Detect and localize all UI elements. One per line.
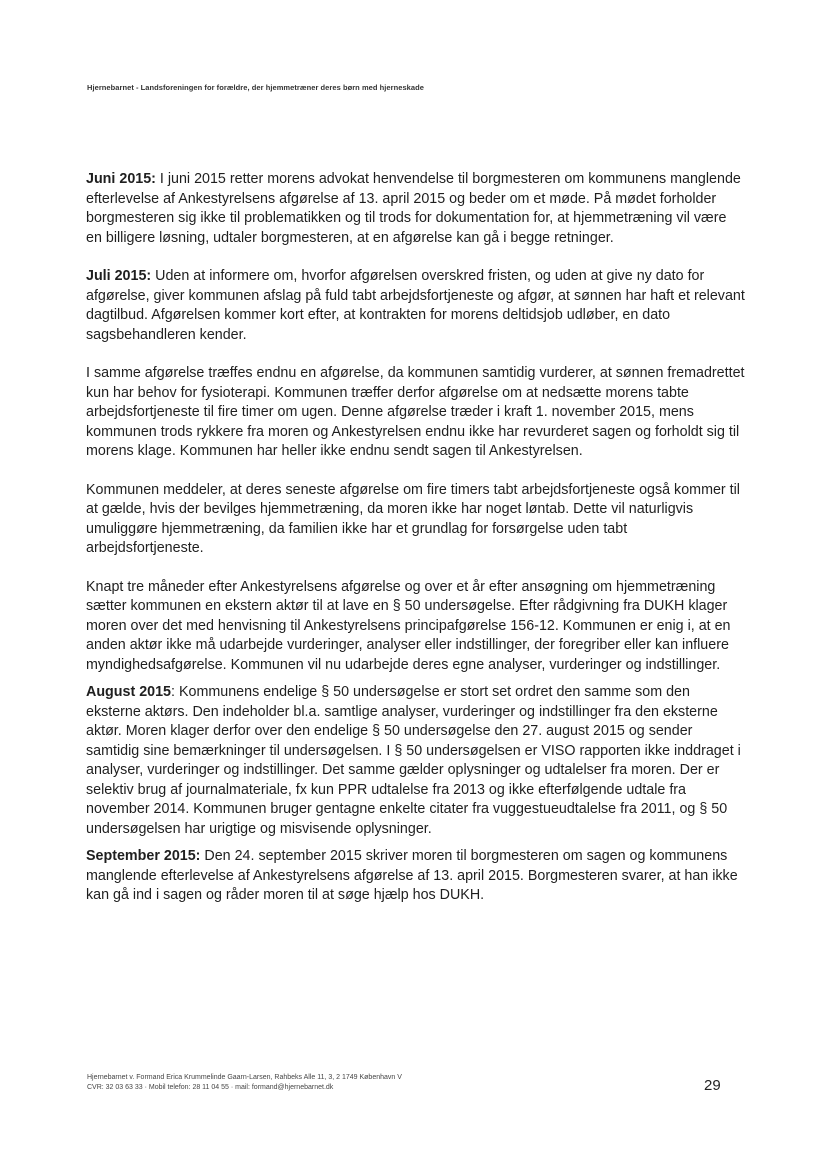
paragraph-municipality-notice <box>86 481 746 559</box>
paragraph-label: Juni 2015: <box>86 171 156 187</box>
paragraph-text: Kommunen meddeler, at deres seneste afgørelse om fire timers tabt arbejdsfortjeneste også kommer til at gælde, hvis der bevilges hjemmetræning, da moren ikke har noget løntab. Dette vil naturligvis umuliggøre hjemmetræning, da familien ikke har et grundlag for forsørgelse uden tabt arbejdsfortjeneste. <box>86 481 740 556</box>
paragraph-external-actor <box>86 578 746 676</box>
page-footer <box>87 1073 402 1093</box>
footer-address: Hjernebarnet v. Formand Erica Krummelinde Gaarn-Larsen, Rahbeks Alle 11, 3, 2 1749 København V <box>87 1074 402 1081</box>
paragraph-june-2015 <box>86 170 746 248</box>
paragraph-label: Juli 2015: <box>86 268 152 284</box>
paragraph-text: Uden at informere om, hvorfor afgørelsen overskred fristen, og uden at give ny dato for afgørelse, giver kommunen afslag på fuld tabt arbejdsfortjeneste og afgør, at sønnen har haft et relevant dagtilbud. Afgørelsen kommer kort efter, at kontrakten for morens deltidsjob udløber, en dato sagsbehandleren kender. <box>86 268 745 343</box>
paragraph-text: : Kommunens endelige § 50 undersøgelse er stort set ordret den samme som den eksterne aktørs. Den indeholder bl.a. samtlige analyser, vurderinger og indstillinger fra den eksterne aktør. Moren klager derfor over den endelige § 50 undersøgelse den 27. august 2015 og sender samtidig sine bemærkninger til undersøgelsen. I § 50 undersøgelsen er VISO rapporten ikke inddraget i analyser, vurderinger og indstillinger. Det samme gælder oplysninger og udtalelser fra moren. Der er selektiv brug af journalmateriale, fx kun PPR udtalelse fra 2013 og ikke efterfølgende udtale fra november 2014. Kommunen bruger gentagne enkelte citater fra vuggestueudtalelse fra 2011, og § 50 undersøgelsen har urigtige og misvisende oplysninger. <box>86 684 741 837</box>
page-header: Hjernebarnet - Landsforeningen for forældre, der hjemmetræner deres børn med hjerneskade <box>87 83 424 92</box>
page-number: 29 <box>704 1077 721 1094</box>
paragraph-text: Knapt tre måneder efter Ankestyrelsens afgørelse og over et år efter ansøgning om hjemmetræning sætter kommunen en ekstern aktør til at lave en § 50 undersøgelse. Efter rådgivning fra DUKH klager moren over det med henvisning til Ankestyrelsens principafgørelse 156-12. Kommunen er enig i, at en anden aktør ikke må udarbejde vurderinger, analyser eller indstillinger, der foregriber eller kan influere myndighedsafgørelse. Kommunen vil nu udarbejde deres egne analyser, vurderinger og indstillinger. <box>86 578 731 673</box>
document-body <box>86 170 746 925</box>
paragraph-text: Den 24. september 2015 skriver moren til borgmesteren om sagen og kommunens manglende efterlevelse af Ankestyrelsens afgørelse af 13. april 2015. Borgmesteren svarer, at han ikke kan gå ind i sagen og råder moren til at søge hjælp hos DUKH. <box>86 848 738 903</box>
paragraph-decision <box>86 364 746 462</box>
paragraph-july-2015 <box>86 267 746 345</box>
paragraph-label: August 2015 <box>86 684 172 700</box>
paragraph-label: September 2015: <box>86 848 201 864</box>
paragraph-september-2015 <box>86 847 746 906</box>
paragraph-august-2015 <box>86 683 746 839</box>
paragraph-text: I juni 2015 retter morens advokat henvendelse til borgmesteren om kommunens manglende efterlevelse af Ankestyrelsens afgørelse af 13. april 2015 og beder om et møde. På mødet forholder borgmesteren sig ikke til problematikken og til trods for dokumentation for, at hjemmetræning vil være en billigere løsning, udtaler borgmesteren, at en afgørelse kan gå i begge retninger. <box>86 171 741 246</box>
footer-contact: CVR: 32 03 63 33 · Mobil telefon: 28 11 04 55 · mail: formand@hjernebarnet.dk <box>87 1084 334 1091</box>
paragraph-text: I samme afgørelse træffes endnu en afgørelse, da kommunen samtidig vurderer, at sønnen fremadrettet kun har behov for fysioterapi. Kommunen træffer derfor afgørelse om at nedsætte morens tabte arbejdsfortjeneste til fire timer om ugen. Denne afgørelse træder i kraft 1. november 2015, mens kommunen trods rykkere fra moren og Ankestyrelsen endnu ikke har revurderet sagen og forholdt sig til morens klage. Kommunen har heller ikke endnu sendt sagen til Ankestyrelsen. <box>86 365 745 459</box>
